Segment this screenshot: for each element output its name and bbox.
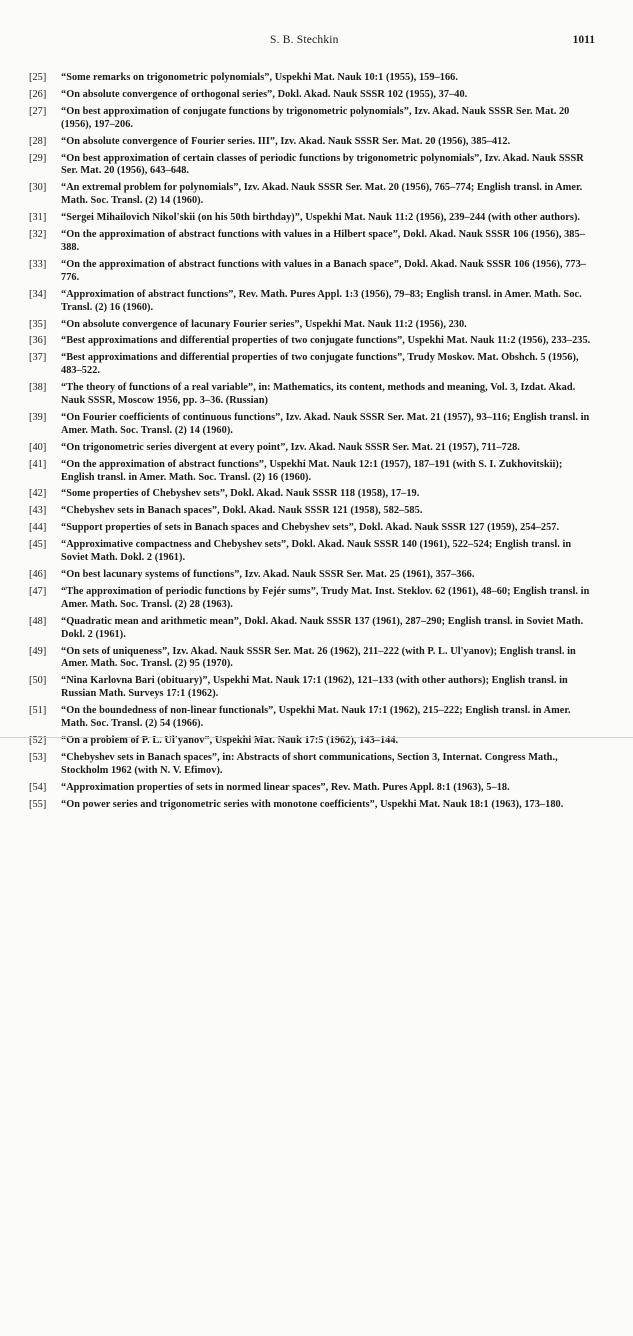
reference-number: [35] bbox=[29, 318, 47, 330]
reference-entry bbox=[29, 382, 597, 408]
reference-text: “On absolute convergence of lacunary Fourier series”, Uspekhi Mat. Nauk 11:2 (1956), 230. bbox=[61, 318, 467, 330]
reference-entry bbox=[29, 319, 597, 332]
reference-text: “Approximation of abstract functions”, Rev. Math. Pures Appl. 1:3 (1956), 79–83; English transl. in Amer. Math. Soc. Transl. (2) 16 (1960). bbox=[61, 288, 582, 313]
reference-text: “On trigonometric series divergent at every point”, Izv. Akad. Nauk SSSR Ser. Mat. 21 (1957), 711–728. bbox=[61, 441, 520, 453]
reference-text: “On the approximation of abstract functions”, Uspekhi Mat. Nauk 12:1 (1957), 187–191 (with S. I. Zukhovitskii); English transl. in Amer. Math. Soc. Transl. (2) 16 (1960). bbox=[61, 458, 563, 483]
reference-entry bbox=[29, 229, 597, 255]
reference-number: [25] bbox=[29, 72, 47, 83]
reference-number: [47] bbox=[29, 585, 47, 597]
reference-entry bbox=[29, 459, 597, 485]
reference-text: “Nina Karlovna Bari (obituary)”, Uspekhi Mat. Nauk 17:1 (1962), 121–133 (with other authors); English transl. in Russian Math. Surveys 17:1 (1962). bbox=[61, 675, 568, 700]
reference-text: “On the approximation of abstract functions with values in a Banach space”, Dokl. Akad. Nauk SSSR 106 (1956), 773–776. bbox=[61, 258, 587, 283]
reference-entry bbox=[29, 616, 597, 642]
reference-entry bbox=[29, 539, 597, 565]
reference-entry bbox=[29, 106, 597, 132]
reference-number: [33] bbox=[29, 258, 47, 270]
reference-entry bbox=[29, 488, 597, 501]
reference-number: [45] bbox=[29, 539, 47, 551]
reference-text: “Some remarks on trigonometric polynomials”, Uspekhi Mat. Nauk 10:1 (1955), 159–166. bbox=[61, 72, 458, 83]
reference-entry bbox=[29, 136, 597, 149]
reference-number: [48] bbox=[29, 615, 47, 627]
reference-entry bbox=[29, 646, 597, 672]
reference-number: [46] bbox=[29, 569, 47, 580]
reference-text: “Approximation properties of sets in normed linear spaces”, Rev. Math. Pures Appl. 8:1 (1963), 5–18. bbox=[61, 781, 510, 793]
reference-number: [43] bbox=[29, 505, 47, 517]
reference-entry bbox=[29, 89, 597, 102]
reference-text: “The theory of functions of a real variable”, in: Mathematics, its content, methods and meaning, Vol. 3, Izdat. Akad. Nauk SSSR, Moscow 1956, pp. 3–36. (Russian) bbox=[61, 382, 576, 407]
reference-entry bbox=[29, 569, 597, 582]
reference-number: [28] bbox=[29, 135, 47, 147]
reference-entry bbox=[29, 586, 597, 612]
reference-number: [49] bbox=[29, 645, 47, 657]
reference-entry bbox=[29, 352, 597, 378]
reference-entry bbox=[29, 675, 597, 701]
reference-entry bbox=[29, 505, 597, 518]
reference-number: [44] bbox=[29, 522, 47, 534]
reference-number: [41] bbox=[29, 458, 47, 470]
reference-text: “Some properties of Chebyshev sets”, Dokl. Akad. Nauk SSSR 118 (1958), 17–19. bbox=[61, 488, 420, 500]
reference-text: “On the approximation of abstract functions with values in a Hilbert space”, Dokl. Akad. Nauk SSSR 106 (1956), 385–388. bbox=[61, 229, 585, 253]
reference-entry bbox=[29, 182, 597, 208]
reference-entry bbox=[29, 782, 597, 795]
reference-number: [29] bbox=[29, 152, 47, 164]
reference-text: “The approximation of periodic functions by Fejér sums”, Trudy Mat. Inst. Steklov. 62 (1961), 48–60; English transl. in Amer. Math. Soc. Transl. (2) 28 (1963). bbox=[61, 585, 590, 610]
reference-number: [50] bbox=[29, 675, 47, 687]
reference-entry bbox=[29, 442, 597, 455]
reference-number: [40] bbox=[29, 441, 47, 453]
page-header bbox=[0, 34, 633, 54]
reference-text: “Best approximations and differential properties of two conjugate functions”, Trudy Moskov. Mat. Obshch. 5 (1956), 483–522. bbox=[61, 352, 579, 377]
reference-text: “On the boundedness of non-linear functionals”, Uspekhi Mat. Nauk 17:1 (1962), 215–222; English transl. in Amer. Math. Soc. Transl. (2) 54 (1966). bbox=[61, 705, 571, 730]
reference-text: “On absolute convergence of orthogonal series”, Dokl. Akad. Nauk SSSR 102 (1955), 37–40. bbox=[61, 88, 468, 100]
reference-entry bbox=[29, 752, 597, 778]
reference-number: [52] bbox=[29, 734, 47, 746]
reference-number: [55] bbox=[29, 798, 47, 810]
reference-entry bbox=[29, 522, 597, 535]
reference-number: [51] bbox=[29, 705, 47, 717]
reference-text: “On sets of uniqueness”, Izv. Akad. Nauk SSSR Ser. Mat. 26 (1962), 211–222 (with P. L. Ul'yanov); English transl. in Amer. Math. Soc. Transl. (2) 95 (1970). bbox=[61, 645, 576, 670]
reference-number: [42] bbox=[29, 488, 47, 500]
reference-number: [53] bbox=[29, 751, 47, 763]
reference-entry bbox=[29, 412, 597, 438]
reference-entry bbox=[29, 289, 597, 315]
reference-entry bbox=[29, 705, 597, 731]
reference-text: “Approximative compactness and Chebyshev sets”, Dokl. Akad. Nauk SSSR 140 (1961), 522–524; English transl. in Soviet Math. Dokl. 2 (1961). bbox=[61, 539, 572, 564]
reference-text: “An extremal problem for polynomials”, Izv. Akad. Nauk SSSR Ser. Mat. 20 (1956), 765–774; English transl. in Amer. Math. Soc. Transl. (2) 14 (1960). bbox=[61, 182, 583, 207]
reference-entry bbox=[29, 153, 597, 179]
running-head-author: S. B. Stechkin bbox=[270, 34, 339, 46]
reference-text: “Sergei Mihailovich Nikol'skii (on his 50th birthday)”, Uspekhi Mat. Nauk 11:2 (1956), 239–244 (with other authors). bbox=[61, 212, 581, 224]
reference-text: “Support properties of sets in Banach spaces and Chebyshev sets”, Dokl. Akad. Nauk SSSR 127 (1959), 254–257. bbox=[61, 522, 560, 534]
reference-number: [31] bbox=[29, 212, 47, 224]
reference-text: “On best approximation of certain classes of periodic functions by trigonometric polynomials”, Izv. Akad. Nauk SSSR Ser. Mat. 20 (1956), 643–648. bbox=[61, 152, 584, 177]
reference-entry bbox=[29, 212, 597, 225]
reference-entry bbox=[29, 259, 597, 285]
reference-number: [39] bbox=[29, 411, 47, 423]
reference-number: [34] bbox=[29, 288, 47, 300]
reference-number: [27] bbox=[29, 105, 47, 117]
reference-text: “On Fourier coefficients of continuous functions”, Izv. Akad. Nauk SSSR Ser. Mat. 21 (1957), 93–116; English transl. in Amer. Math. Soc. Transl. (2) 14 (1960). bbox=[61, 411, 590, 436]
reference-text: “On absolute convergence of Fourier series. III”, Izv. Akad. Nauk SSSR Ser. Mat. 20 (1956), 385–412. bbox=[61, 135, 511, 147]
reference-number: [54] bbox=[29, 781, 47, 793]
reference-text: “Best approximations and differential properties of two conjugate functions”, Uspekhi Mat. Nauk 11:2 (1956), 233–235. bbox=[61, 335, 591, 347]
reference-entry bbox=[29, 799, 597, 812]
page-divider bbox=[0, 737, 633, 738]
reference-text: “On best lacunary systems of functions”, Izv. Akad. Nauk SSSR Ser. Mat. 25 (1961), 357–366. bbox=[61, 569, 475, 580]
reference-text: “Quadratic mean and arithmetic mean”, Dokl. Akad. Nauk SSSR 137 (1961), 287–290; English transl. in Soviet Math. Dokl. 2 (1961). bbox=[61, 615, 584, 640]
reference-text: “On power series and trigonometric series with monotone coefficients”, Uspekhi Mat. Nauk 18:1 (1963), 173–180. bbox=[61, 798, 564, 810]
reference-number: [37] bbox=[29, 352, 47, 364]
reference-entry bbox=[29, 72, 597, 85]
reference-text: “On best approximation of conjugate functions by trigonometric polynomials”, Izv. Akad. Nauk SSSR Ser. Mat. 20 (1956), 197–206. bbox=[61, 105, 570, 130]
reference-number: [36] bbox=[29, 335, 47, 347]
page-number: 1011 bbox=[572, 34, 595, 46]
reference-entry bbox=[29, 335, 597, 348]
reference-text: “Chebyshev sets in Banach spaces”, in: Abstracts of short communications, Section 3, Internat. Congress Math., Stockholm 1962 (with N. V. Efimov). bbox=[61, 751, 558, 776]
reference-text: “Chebyshev sets in Banach spaces”, Dokl. Akad. Nauk SSSR 121 (1958), 582–585. bbox=[61, 505, 423, 517]
reference-number: [38] bbox=[29, 382, 47, 394]
reference-list bbox=[29, 72, 597, 816]
reference-text: “On a problem of P. L. Ul'yanov”, Uspekhi Mat. Nauk 17:5 (1962), 143–144. bbox=[61, 734, 399, 746]
reference-number: [32] bbox=[29, 229, 47, 241]
reference-number: [26] bbox=[29, 88, 47, 100]
reference-number: [30] bbox=[29, 182, 47, 194]
